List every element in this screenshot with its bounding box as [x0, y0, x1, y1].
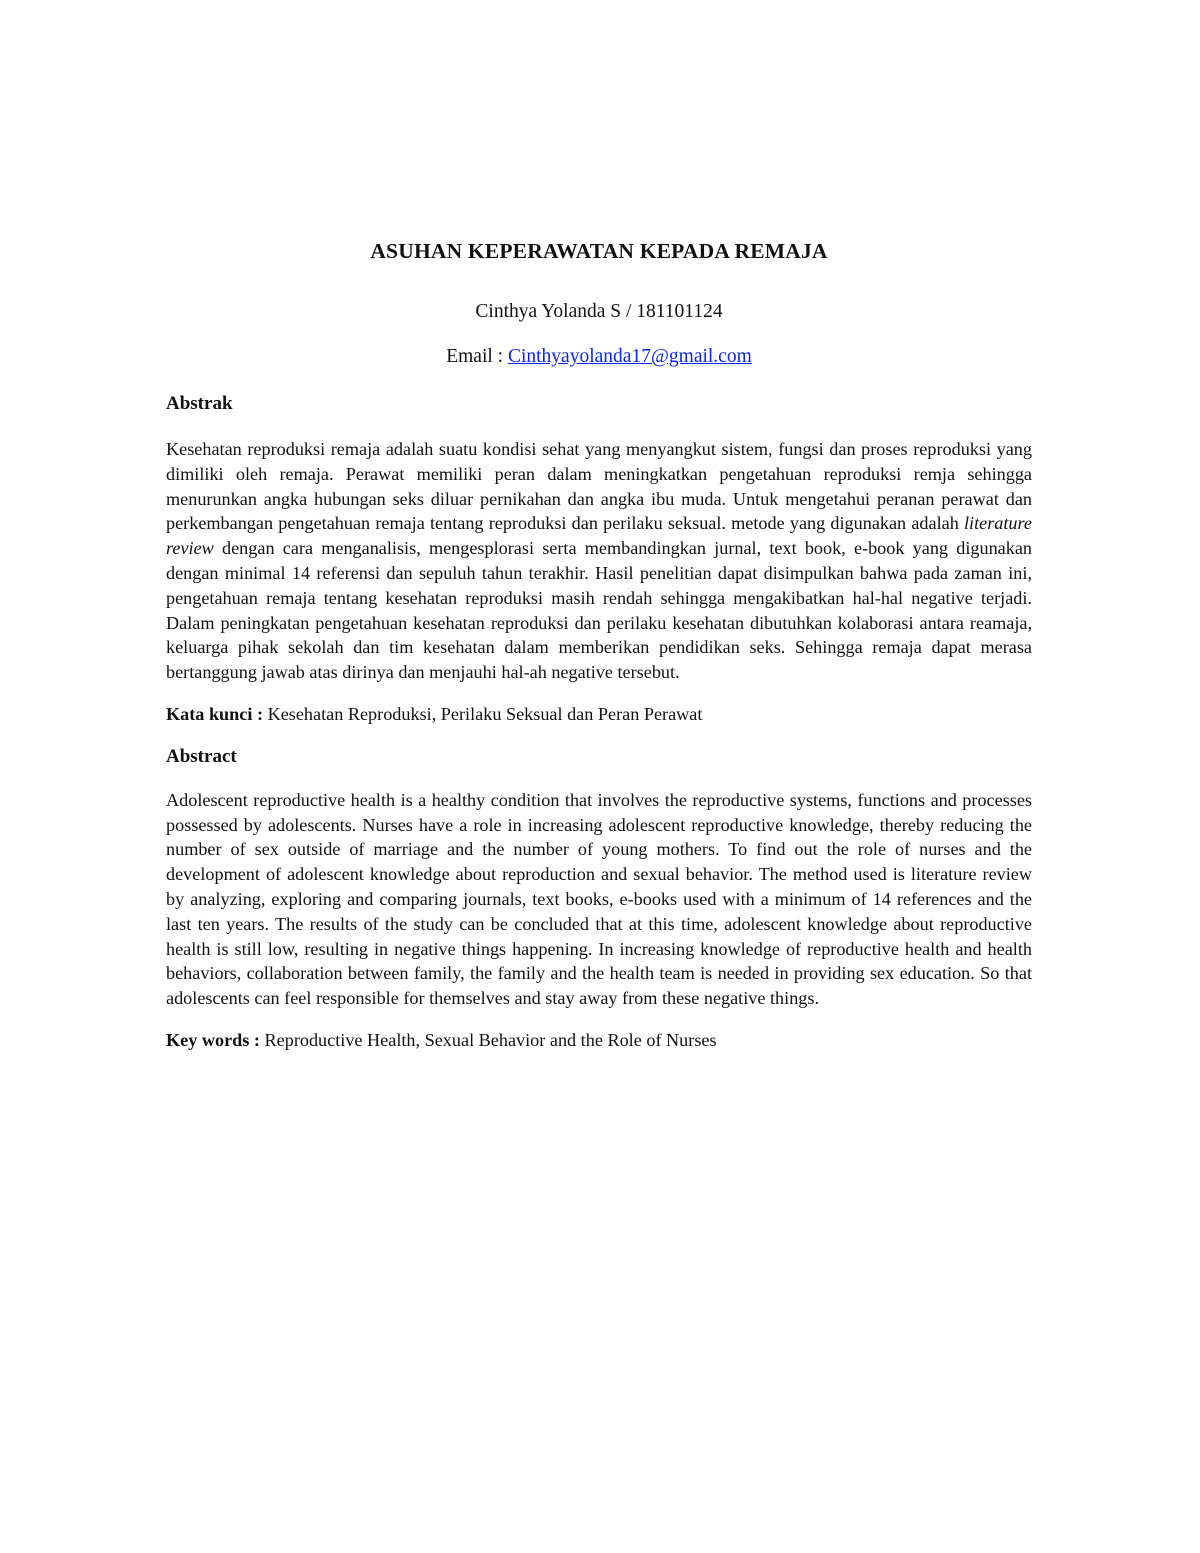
kata-kunci-line	[166, 702, 1032, 727]
email-link[interactable]: Cinthyayolanda17@gmail.com	[507, 346, 752, 367]
abstrak-text-part1: Kesehatan reproduksi remaja adalah suatu kondisi sehat yang menyangkut sistem, fungsi dan proses reproduksi yang dimiliki oleh remaja. Perawat memiliki peran dalam meningkatkan pengetahuan reproduksi remja sehingga menurunkan angka hubungan seks diluar pernikahan dan angka ibu muda. Untuk mengetahui peranan perawat dan perkembangan pengetahuan remaja tentang reproduksi dan perilaku seksual. metode yang digunakan adalah	[166, 439, 1032, 534]
paper-title: ASUHAN KEPERAWATAN KEPADA REMAJA	[370, 239, 828, 263]
abstract-heading: Abstract	[166, 745, 237, 767]
key-words-label: Key words :	[166, 1029, 265, 1050]
abstrak-text-part2: dengan cara menganalisis, mengesplorasi serta membandingkan jurnal, text book, e-book yang digunakan dengan minimal 14 referensi dan sepuluh tahun terakhir. Hasil penelitian dapat disimpulkan bahwa pada zaman ini, pengetahuan remaja tentang kesehatan reproduksi masih rendah sehingga mengakibatkan hal-hal negative terjadi. Dalam peningkatan pengetahuan kesehatan reproduksi dan perilaku kesehatan dibutuhkan kolaborasi antara reamaja, keluarga pihak sekolah dan tim kesehatan dalam memberikan pendidikan seks. Sehingga remaja dapat merasa bertanggung jawab atas dirinya dan menjauhi hal-ah negative tersebut.	[166, 538, 1032, 683]
email-label: Email :	[446, 346, 508, 367]
email-line	[166, 344, 1032, 370]
kata-kunci-label: Kata kunci :	[166, 703, 268, 724]
paper-page	[166, 236, 1032, 1053]
abstrak-heading: Abstrak	[166, 393, 233, 414]
kata-kunci-values: Kesehatan Reproduksi, Perilaku Seksual dan Peran Perawat	[267, 703, 703, 724]
abstrak-italic-term: literature review	[166, 513, 1032, 559]
key-words-values: Reproductive Health, Sexual Behavior and the Role of Nurses	[264, 1029, 717, 1050]
key-words-line	[166, 1028, 1032, 1053]
abstract-paragraph: Adolescent reproductive health is a healthy condition that involves the reproductive systems, functions and processes possessed by adolescents. Nurses have a role in increasing adolescent reproductive knowledge, thereby reducing the number of sex outside of marriage and the number of young mothers. To find out the role of nurses and the development of adolescent knowledge about reproduction and sexual behavior. The method used is literature review by analyzing, exploring and comparing journals, text books, e-books used with a minimum of 14 references and the last ten years. The results of the study can be concluded that at this time, adolescent knowledge about reproductive health is still low, resulting in negative things happening. In increasing knowledge of reproductive health and health behaviors, collaboration between family, the family and the health team is needed in providing sex education. So that adolescents can feel responsible for themselves and stay away from these negative things.	[166, 789, 1032, 1009]
author-line: Cinthya Yolanda S / 181101124	[475, 301, 723, 322]
abstrak-paragraph	[166, 437, 1032, 685]
